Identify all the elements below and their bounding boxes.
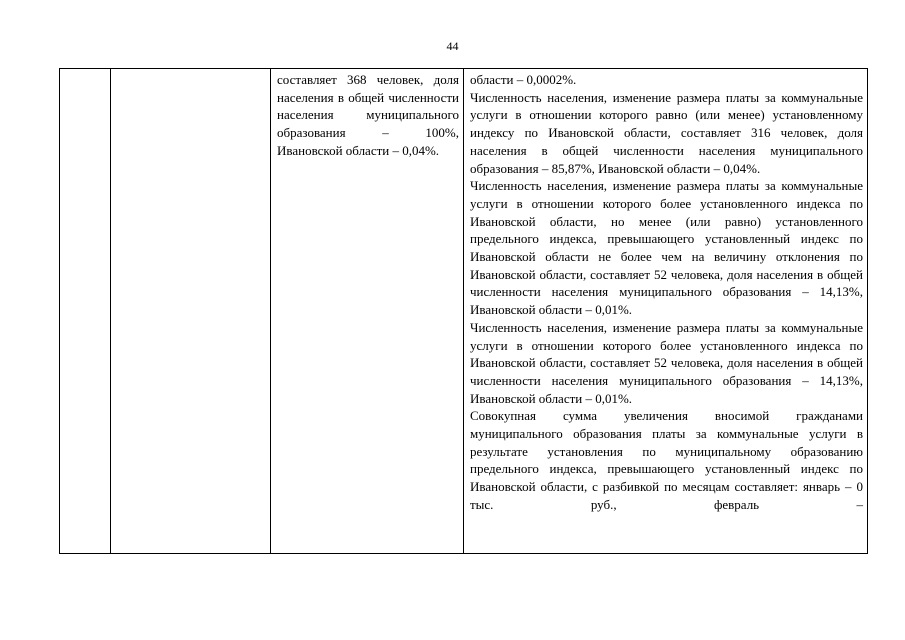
table-cell-description <box>464 69 868 554</box>
document-table <box>59 68 868 554</box>
description-paragraph: Численность населения, изменение размера платы за коммунальные услуги в отношении которого более установленного индекса по Ивановской области, составляет 52 человека, доля населения в общей численности населения муниципального образования – 14,13%, Ивановской области – 0,01%. <box>470 319 863 406</box>
table-cell-name <box>111 69 271 554</box>
table-cell-current-values <box>271 69 464 554</box>
table-cell-number <box>60 69 111 554</box>
description-paragraph: области – 0,0002%. <box>470 72 577 87</box>
description-paragraph: Численность населения, изменение размера платы за коммунальные услуги в отношении которого равно (или менее) установленному индексу по Ивановской области, составляет 316 человек, доля населения в общей численности населения муниципального образования – 85,87%, Ивановской области – 0,04%. <box>470 89 863 176</box>
current-values-text: составляет 368 человек, доля населения в общей численности населения муниципального образования – 100%, Ивановской области – 0,04%. <box>277 72 459 158</box>
description-paragraph: Совокупная сумма увеличения вносимой гражданами муниципального образования платы за коммунальные услуги в результате установления по муниципальному образованию предельного индекса, превышающего установленный индекс по Ивановской области, с разбивкой по месяцам составляет: январь – 0 тыс. руб., февраль – <box>470 408 863 512</box>
description-paragraph: Численность населения, изменение размера платы за коммунальные услуги в отношении которого более установленного индекса по Ивановской области, но менее (или равно) установленного предельного индекса, превышающего установленный индекс по Ивановской области не более чем на величину отклонения по Ивановской области, составляет 52 человека, доля населения в общей численности населения муниципального образования – 14,13%, Ивановской области – 0,01%. <box>470 178 863 318</box>
table-row <box>60 69 868 554</box>
page-number: 44 <box>446 39 459 53</box>
